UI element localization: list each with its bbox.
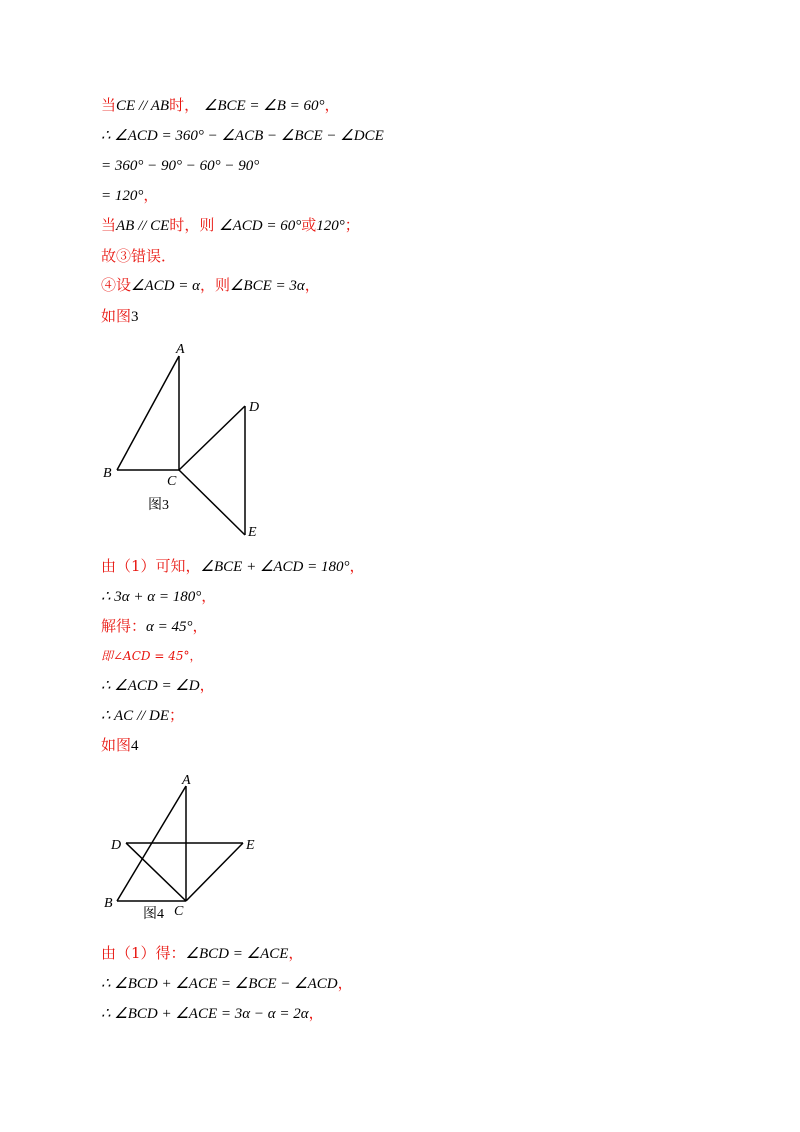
text-line-14	[101, 705, 184, 726]
line-17-math-a: ∴ ∠BCD + ∠ACE = ∠BCE − ∠ACD	[101, 976, 338, 992]
line-13-math-a: ∴ ∠ACD = ∠D	[101, 678, 200, 694]
text-line-13	[101, 675, 215, 696]
line-8-red-a: 如图	[101, 307, 132, 325]
fig3-label-c: C	[167, 474, 177, 489]
line-4-math-a: = 120°	[101, 188, 144, 204]
text-line-7	[101, 275, 320, 296]
fig4-label-a: A	[182, 773, 191, 788]
line-2-math-a: ∴ ∠ACD = 360° − ∠ACB − ∠BCE − ∠DCE	[101, 128, 384, 144]
line-5-math-a: AB // CE	[116, 218, 170, 234]
line-10-red-b: ，	[201, 587, 217, 605]
line-14-math-a: ∴ AC // DE	[101, 708, 170, 724]
line-1-red-c: ，	[324, 96, 340, 114]
text-line-9	[101, 556, 365, 577]
text-line-10	[101, 586, 216, 607]
line-5-math-b: ∠ACD = 60°	[219, 218, 302, 234]
line-16-red-a: 由（1）得：	[101, 944, 186, 962]
figure-4	[0, 765, 300, 925]
line-9-red-a: 由（1）可知，	[101, 557, 201, 575]
fig3-segment-ce	[179, 470, 245, 535]
line-7-red-b: ，则	[199, 276, 230, 294]
line-1-math-a: CE // AB	[116, 98, 170, 114]
fig3-label-d: D	[249, 400, 260, 415]
text-line-4	[101, 185, 158, 206]
line-9-red-b: ，	[349, 557, 365, 575]
line-18-math-a: ∴ ∠BCD + ∠ACE = 3α − α = 2α	[101, 1006, 309, 1022]
fig4-label-d: D	[111, 838, 122, 853]
line-11-red-b: ，	[192, 617, 208, 635]
line-1-red-a: 当	[101, 96, 117, 114]
text-line-15	[101, 735, 139, 756]
line-7-red-a: ④设	[101, 276, 132, 294]
text-line-18	[101, 1003, 324, 1024]
fig4-caption: 图4	[143, 907, 164, 922]
text-line-16	[101, 943, 303, 964]
line-10-math-a: ∴ 3α + α = 180°	[101, 589, 202, 605]
text-line-5	[101, 215, 360, 236]
line-3-math-a: = 360° − 90° − 60° − 90°	[101, 158, 260, 174]
line-9-math-a: ∠BCE + ∠ACD = 180°	[200, 559, 350, 575]
figure-3	[0, 330, 300, 550]
fig3-caption: 图3	[148, 498, 169, 513]
fig3-label-b: B	[103, 466, 112, 481]
line-1-math-b: ∠BCE = ∠B = 60°	[203, 98, 325, 114]
fig4-label-e: E	[246, 838, 255, 853]
text-line-3	[101, 155, 259, 176]
line-8-math-a: 3	[131, 309, 139, 325]
fig4-segment-ce	[186, 843, 243, 901]
fig3-label-a: A	[176, 342, 185, 357]
text-line-12	[101, 646, 202, 666]
line-14-red-b: ；	[169, 706, 185, 724]
text-line-17	[101, 973, 353, 994]
line-5-math-c: 120°	[316, 218, 345, 234]
line-13-red-b: ，	[199, 676, 215, 694]
line-5-red-d: ；	[344, 216, 360, 234]
text-line-1	[101, 95, 340, 116]
fig3-segment-ab	[117, 356, 179, 470]
line-5-red-a: 当	[101, 216, 117, 234]
line-15-math-a: 4	[131, 738, 139, 754]
line-18-red-b: ，	[308, 1004, 324, 1022]
line-12-red-b: ，	[189, 649, 202, 663]
fig3-segment-cd	[179, 406, 245, 470]
fig3-label-e: E	[248, 525, 257, 540]
line-1-red-b: 时，	[169, 96, 200, 114]
line-16-red-b: ，	[288, 944, 304, 962]
line-6-red-a: 故③错误．	[101, 247, 177, 265]
line-12-red-a: 即∠ACD = 45°	[101, 649, 190, 663]
line-5-red-b: 时，则	[169, 216, 215, 234]
line-11-math-a: α = 45°	[146, 619, 193, 635]
line-16-math-a: ∠BCD = ∠ACE	[185, 946, 289, 962]
line-7-math-a: ∠ACD = α	[131, 278, 200, 294]
line-11-red-a: 解得：	[101, 617, 147, 635]
line-7-math-b: ∠BCE = 3α	[229, 278, 305, 294]
text-line-2	[101, 125, 384, 146]
line-7-red-c: ，	[304, 276, 320, 294]
fig4-label-c: C	[174, 904, 184, 919]
line-17-red-b: ，	[337, 974, 353, 992]
fig4-label-b: B	[104, 896, 113, 911]
text-line-11	[101, 616, 208, 637]
line-15-red-a: 如图	[101, 736, 132, 754]
line-4-red-b: ，	[143, 186, 159, 204]
line-5-red-c: 或	[301, 216, 317, 234]
text-line-6	[101, 246, 176, 266]
text-line-8	[101, 306, 139, 327]
